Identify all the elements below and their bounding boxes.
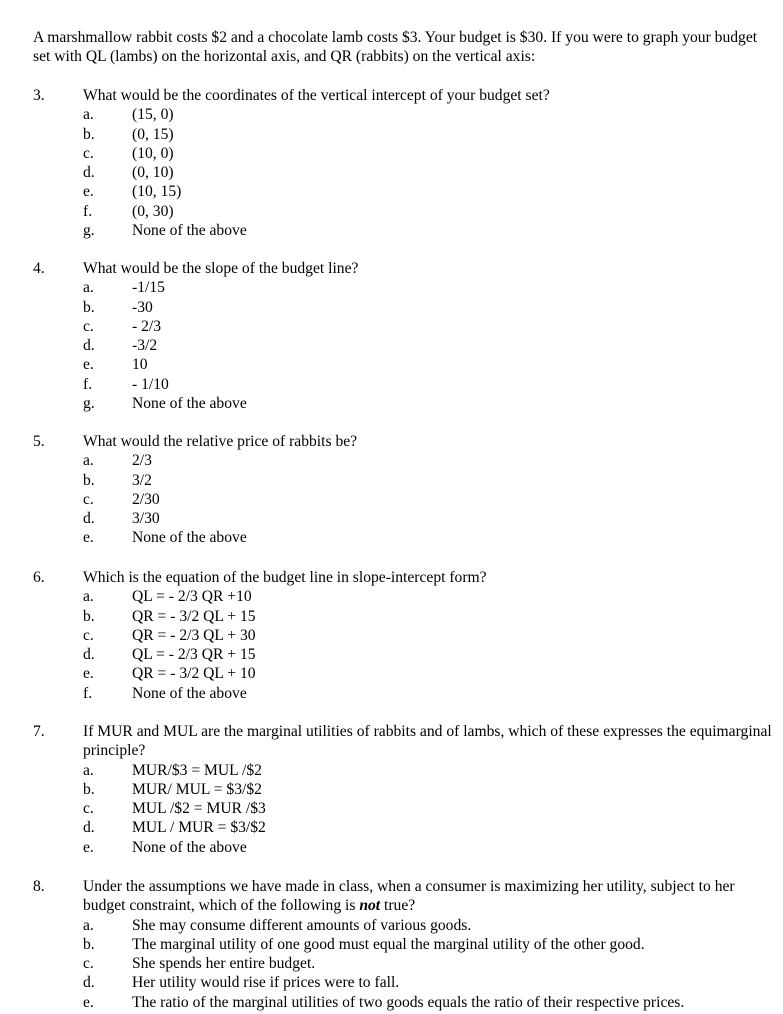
option-text: None of the above: [132, 529, 247, 547]
option-text: -30: [132, 298, 153, 316]
option-letter: c.: [83, 317, 94, 335]
option-letter: c.: [83, 490, 94, 508]
option-text: (0, 30): [132, 202, 174, 220]
question-number: 8.: [33, 878, 45, 895]
option-letter: f.: [83, 375, 93, 393]
option-text: 3/30: [132, 510, 160, 528]
option-a: [33, 278, 778, 297]
option-letter: b.: [83, 471, 95, 489]
question-text: If MUR and MUL are the marginal utilities of rabbits and of lambs, which of these expresses the equimarginal principle?: [83, 723, 772, 760]
question-number: 3.: [33, 87, 45, 104]
option-text: 3/2: [132, 471, 152, 489]
question-text-emphasis: not: [359, 897, 381, 915]
option-b: [33, 471, 778, 490]
option-text: QR = - 3/2 QL + 10: [132, 665, 256, 683]
option-letter: e.: [83, 993, 94, 1011]
option-text: (15, 0): [132, 106, 174, 124]
option-b: [33, 298, 778, 317]
option-a: [33, 587, 778, 606]
option-text: 2/30: [132, 490, 160, 508]
option-letter: e.: [83, 356, 94, 374]
option-f: [33, 684, 778, 703]
question-3: [33, 86, 778, 240]
options-list: [33, 105, 778, 240]
option-text: (10, 0): [132, 144, 174, 162]
option-c: [33, 490, 778, 509]
option-b: [33, 780, 778, 799]
options-list: [33, 761, 778, 857]
option-c: [33, 954, 778, 973]
question-number: 4.: [33, 260, 45, 277]
option-text: 2/3: [132, 452, 152, 470]
option-e: [33, 355, 778, 374]
option-letter: d.: [83, 510, 95, 528]
option-f: [33, 375, 778, 394]
question-number: 7.: [33, 723, 45, 740]
question-5: [33, 432, 778, 548]
option-letter: a.: [83, 452, 94, 470]
option-c: [33, 144, 778, 163]
option-a: [33, 916, 778, 935]
option-text: She spends her entire budget.: [132, 955, 316, 973]
option-e: [33, 182, 778, 201]
option-text: None of the above: [132, 222, 247, 240]
option-text: -1/15: [132, 279, 165, 297]
option-e: [33, 838, 778, 857]
option-text: QL = - 2/3 QR + 15: [132, 646, 256, 664]
option-letter: g.: [83, 222, 95, 240]
option-letter: d.: [83, 646, 95, 664]
option-e: [33, 993, 778, 1012]
option-e: [33, 664, 778, 683]
option-text: - 2/3: [132, 317, 162, 335]
option-text: MUL / MUR = $3/$2: [132, 819, 266, 837]
option-g: [33, 221, 778, 240]
option-d: [33, 645, 778, 664]
option-text: None of the above: [132, 395, 247, 413]
option-a: [33, 105, 778, 124]
option-b: [33, 607, 778, 626]
option-f: [33, 202, 778, 221]
option-text: Her utility would rise if prices were to fall.: [132, 974, 400, 992]
question-text: Which is the equation of the budget line in slope-intercept form?: [83, 569, 487, 586]
question-text: What would be the slope of the budget line?: [83, 260, 359, 277]
option-text: MUL /$2 = MUR /$3: [132, 800, 266, 818]
question-number: 5.: [33, 433, 45, 450]
option-c: [33, 799, 778, 818]
option-letter: d.: [83, 164, 95, 182]
option-text: (10, 15): [132, 183, 182, 201]
option-text: She may consume different amounts of various goods.: [132, 916, 472, 934]
option-d: [33, 336, 778, 355]
option-letter: c.: [83, 144, 94, 162]
option-c: [33, 317, 778, 336]
option-letter: e.: [83, 529, 94, 547]
question-6: [33, 568, 778, 703]
option-text: QR = - 3/2 QL + 15: [132, 607, 256, 625]
option-text: - 1/10: [132, 375, 169, 393]
option-e: [33, 528, 778, 547]
option-b: [33, 125, 778, 144]
option-letter: a.: [83, 916, 94, 934]
option-letter: b.: [83, 607, 95, 625]
question-7: [33, 722, 778, 857]
question-number: 6.: [33, 569, 45, 586]
option-letter: g.: [83, 395, 95, 413]
option-text: The ratio of the marginal utilities of two goods equals the ratio of their respective prices.: [132, 993, 685, 1011]
option-letter: d.: [83, 819, 95, 837]
option-letter: b.: [83, 935, 95, 953]
option-letter: a.: [83, 106, 94, 124]
options-list: [33, 451, 778, 547]
option-b: [33, 935, 778, 954]
option-text: QR = - 2/3 QL + 30: [132, 626, 256, 644]
question-text-before: Under the assumptions we have made in class, when a consumer is maximizing her utility, subject to her budget constraint, which of the following is: [83, 878, 735, 915]
option-letter: d.: [83, 337, 95, 355]
option-letter: b.: [83, 780, 95, 798]
option-letter: a.: [83, 761, 94, 779]
option-text: -3/2: [132, 337, 158, 355]
option-letter: f.: [83, 684, 93, 702]
question-text: What would the relative price of rabbits be?: [83, 433, 358, 450]
option-d: [33, 163, 778, 182]
question-text-after: true?: [380, 897, 416, 915]
option-c: [33, 626, 778, 645]
option-d: [33, 973, 778, 992]
option-a: [33, 451, 778, 470]
option-text: QL = - 2/3 QR +10: [132, 588, 252, 606]
option-text: The marginal utility of one good must equal the marginal utility of the other good.: [132, 935, 645, 953]
option-letter: b.: [83, 298, 95, 316]
options-list: [33, 587, 778, 703]
options-list: [33, 278, 778, 413]
question-8: [33, 877, 778, 1012]
option-g: [33, 394, 778, 413]
option-text: 10: [132, 356, 148, 374]
options-list: [33, 916, 778, 1012]
option-letter: f.: [83, 202, 93, 220]
option-text: None of the above: [132, 684, 247, 702]
option-letter: e.: [83, 183, 94, 201]
question-text: What would be the coordinates of the vertical intercept of your budget set?: [83, 87, 550, 104]
option-letter: d.: [83, 974, 95, 992]
option-text: MUR/ MUL = $3/$2: [132, 780, 262, 798]
option-letter: a.: [83, 588, 94, 606]
option-letter: c.: [83, 626, 94, 644]
option-letter: c.: [83, 800, 94, 818]
intro-paragraph: A marshmallow rabbit costs $2 and a chocolate lamb costs $3. Your budget is $30. If you were to graph your budget set with QL (lambs) on the horizontal axis, and QR (rabbits) on the vertical axis:: [33, 29, 758, 66]
option-a: [33, 761, 778, 780]
option-text: None of the above: [132, 838, 247, 856]
option-letter: c.: [83, 955, 94, 973]
option-letter: a.: [83, 279, 94, 297]
option-d: [33, 509, 778, 528]
option-text: (0, 15): [132, 125, 174, 143]
question-4: [33, 259, 778, 413]
question-text: [83, 877, 773, 916]
option-text: MUR/$3 = MUL /$2: [132, 761, 262, 779]
option-letter: b.: [83, 125, 95, 143]
option-letter: e.: [83, 665, 94, 683]
option-text: (0, 10): [132, 164, 174, 182]
option-letter: e.: [83, 838, 94, 856]
option-d: [33, 818, 778, 837]
